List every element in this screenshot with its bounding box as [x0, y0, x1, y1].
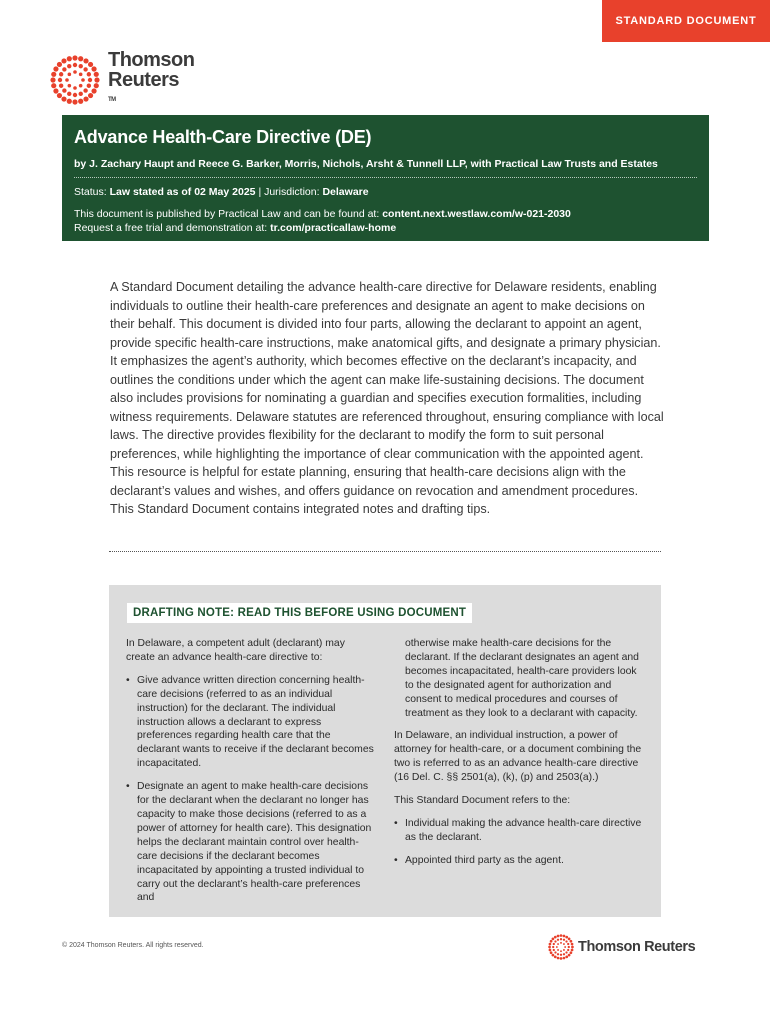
trial-line	[74, 221, 697, 235]
note-continuation: otherwise make health-care decisions for the declarant. If the declarant designates an agent and becomes incapacitated, health-care providers look to the designated agent for authorization and consent to medical procedures and courses of treatment as they look to a declarant with capacity.	[405, 638, 639, 719]
drafting-note-right-column	[394, 637, 644, 877]
list-item: • Give advance written direction concerning health-care decisions (referred to as an individual instruction) for the declarant. The individual instruction allows a declarant to express preferences regarding health care that the declarant wants to receive if the declarant becomes incapacitated.	[126, 674, 376, 771]
published-line	[74, 207, 697, 221]
document-header-panel	[62, 115, 709, 241]
document-title: Advance Health-Care Directive (DE)	[74, 127, 372, 147]
note-paragraph: In Delaware, an individual instruction, a power of attorney for health-care, or a document combining the two is referred to as an advance health-care directive (16 Del. C. §§ 2501(a), (k), (p) and 2503(a).)	[394, 730, 642, 784]
footer-logo-wordmark: Thomson Reuters	[578, 939, 696, 955]
drafting-note-left-column	[126, 637, 376, 914]
list-item: • Individual making the advance health-care directive as the declarant.	[394, 817, 644, 845]
jurisdiction-label: Jurisdiction:	[264, 186, 320, 198]
thomson-reuters-dot-icon	[548, 934, 574, 960]
document-summary: A Standard Document detailing the advance health-care directive for Delaware residents, enabling individuals to outline their health-care preferences and designate an agent to make decisions on their behalf. This document is divided into four parts, allowing the declarant to appoint an agent, provide specific health-care instructions, make anatomical gifts, and designate a primary physician. It emphasizes the agent’s authority, which becomes effective on the declarant’s incapacity, and outlines the conditions under which the agent can make life-sustaining decisions. The document also includes provisions for nominating a guardian and specifies execution formalities, including witness requirements. Delaware statutes are referenced throughout, ensuring compliance with local laws. The directive provides flexibility for the declarant to modify the form to suit personal preferences, while highlighting the importance of clear communication with the appointed agent. This resource is helpful for estate planning, ensuring that health-care decisions align with the declarant’s values and wishes, and offers guidance on revocation and amendment procedures. This Standard Document contains integrated notes and drafting tips.	[110, 280, 664, 516]
trademark-mark: TM	[108, 97, 116, 103]
logo-word-reuters: Reuters	[108, 69, 179, 91]
thomson-reuters-dot-icon	[50, 55, 100, 105]
copyright-notice: © 2024 Thomson Reuters. All rights reserved.	[62, 942, 204, 949]
jurisdiction-value: Delaware	[322, 186, 369, 198]
status-line	[74, 186, 697, 198]
logo-word-thomson: Thomson	[108, 49, 195, 71]
thomson-reuters-logo	[50, 50, 195, 110]
note-intro: In Delaware, a competent adult (declarant) may create an advance health-care directive to:	[126, 638, 345, 663]
drafting-note-title: DRAFTING NOTE: READ THIS BEFORE USING DOCUMENT	[127, 603, 472, 623]
drafting-note-panel	[109, 585, 661, 917]
meta-divider: |	[258, 186, 262, 198]
note-left-list	[126, 674, 376, 906]
westlaw-link[interactable]: content.next.westlaw.com/w-021-2030	[382, 208, 571, 220]
practicallaw-link[interactable]: tr.com/practicallaw-home	[270, 222, 397, 234]
list-item: • Designate an agent to make health-care decisions for the declarant when the declarant no longer has capacity to make those decisions (referred to as a power of attorney for health care). This designation helps the declarant maintain control over health-care decisions if the declarant becomes incapacitated by appointing a trusted individual to carry out the declarant’s health-care preferences and	[126, 780, 376, 905]
trial-text: Request a free trial and demonstration at:	[74, 222, 268, 234]
published-text: This document is published by Practical Law and can be found at:	[74, 208, 380, 220]
header-divider	[74, 177, 697, 178]
author-byline: by J. Zachary Haupt and Reece G. Barker, Morris, Nichols, Arsht & Tunnell LLP, with Practical Law Trusts and Estates	[74, 158, 658, 170]
status-value: Law stated as of 02 May 2025	[109, 186, 256, 198]
note-right-list	[394, 817, 644, 868]
status-label: Status:	[74, 186, 107, 198]
note-paragraph: This Standard Document refers to the:	[394, 795, 571, 807]
document-type-badge: STANDARD DOCUMENT	[602, 0, 770, 42]
list-item: • Appointed third party as the agent.	[394, 854, 644, 868]
footer-logo	[548, 934, 695, 960]
section-separator	[109, 551, 661, 552]
